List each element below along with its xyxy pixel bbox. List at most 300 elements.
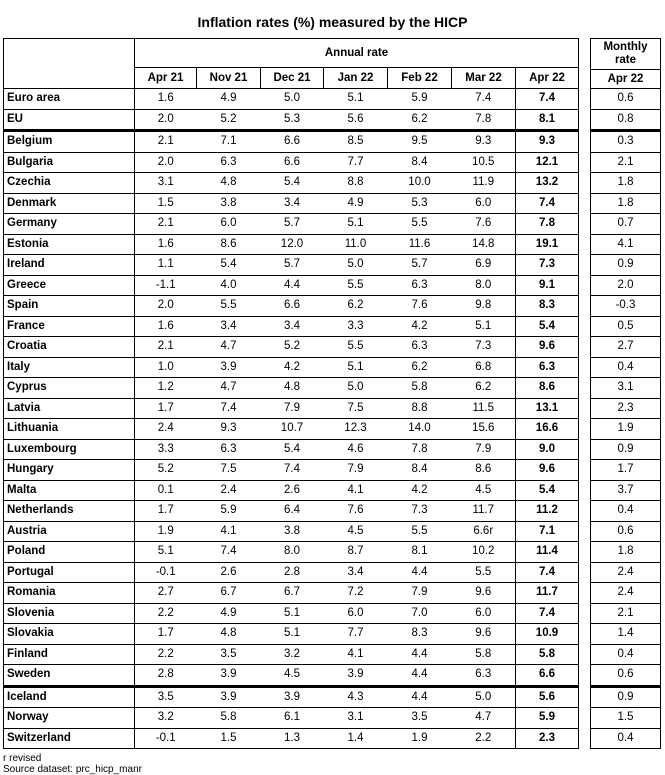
annual-rate-cell: 1.3 — [261, 728, 324, 749]
annual-rate-cell: 2.0 — [135, 296, 197, 317]
annual-rate-cell: 1.7 — [135, 398, 197, 419]
annual-rate-cell: 5.0 — [324, 255, 388, 276]
annual-rate-cell: 6.4 — [261, 501, 324, 522]
annual-rate-cell: 3.9 — [197, 686, 261, 708]
annual-rate-cell: 1.6 — [135, 234, 197, 255]
annual-rate-cell: 5.4 — [261, 173, 324, 194]
monthly-rate-cell: 4.1 — [591, 234, 661, 255]
annual-rate-cell: 6.3 — [197, 152, 261, 173]
annual-rate-cell: 10.0 — [388, 173, 452, 194]
annual-rate-cell: 6.2 — [388, 357, 452, 378]
column-header: Apr 22 — [516, 68, 579, 89]
annual-rate-cell: 5.8 — [388, 378, 452, 399]
annual-rate-cell: 5.5 — [324, 275, 388, 296]
annual-rate-cell: 11.5 — [452, 398, 516, 419]
country-name: Portugal — [4, 562, 135, 583]
country-name: Ireland — [4, 255, 135, 276]
country-name: Bulgaria — [4, 152, 135, 173]
monthly-rate-cell: 2.0 — [591, 275, 661, 296]
annual-rate-cell: 5.2 — [135, 460, 197, 481]
monthly-rate-cell: 0.4 — [591, 501, 661, 522]
monthly-rate-cell: 0.6 — [591, 521, 661, 542]
annual-rate-cell: 5.1 — [324, 89, 388, 110]
latest-annual-rate-cell: 13.2 — [516, 173, 579, 194]
column-header: Nov 21 — [197, 68, 261, 89]
annual-rate-cell: 7.4 — [197, 542, 261, 563]
annual-rate-cell: 2.4 — [135, 419, 197, 440]
annual-rate-cell: 6.0 — [197, 214, 261, 235]
latest-annual-rate-cell: 2.3 — [516, 728, 579, 749]
column-header: Dec 21 — [261, 68, 324, 89]
annual-rate-cell: 4.7 — [197, 378, 261, 399]
annual-rate-cell: 5.0 — [261, 89, 324, 110]
annual-rate-cell: 3.1 — [135, 173, 197, 194]
annual-rate-cell: 6.2 — [324, 296, 388, 317]
table-row — [4, 708, 661, 729]
annual-rate-cell: 2.2 — [135, 644, 197, 665]
table-row — [4, 234, 661, 255]
country-name: Switzerland — [4, 728, 135, 749]
annual-rate-cell: 4.8 — [197, 624, 261, 645]
annual-rate-cell: 4.4 — [388, 644, 452, 665]
monthly-rate-cell: 0.4 — [591, 644, 661, 665]
header-country-cell — [4, 68, 135, 89]
annual-rate-cell: 7.9 — [324, 460, 388, 481]
annual-rate-cell: -0.1 — [135, 728, 197, 749]
annual-rate-cell: 3.8 — [261, 521, 324, 542]
source-note: Source dataset: prc_hicp_manr — [3, 764, 142, 775]
country-name: Hungary — [4, 460, 135, 481]
annual-rate-cell: 4.8 — [197, 173, 261, 194]
annual-rate-cell: 11.9 — [452, 173, 516, 194]
annual-rate-cell: 2.8 — [135, 665, 197, 687]
annual-rate-cell: 1.4 — [324, 728, 388, 749]
annual-rate-cell: 6.3 — [197, 439, 261, 460]
annual-rate-cell: 1.6 — [135, 316, 197, 337]
annual-rate-cell: 5.9 — [388, 89, 452, 110]
table-row — [4, 337, 661, 358]
annual-rate-cell: 4.9 — [197, 89, 261, 110]
annual-rate-cell: 11.6 — [388, 234, 452, 255]
annual-rate-cell: 8.4 — [388, 152, 452, 173]
monthly-rate-cell: 2.4 — [591, 562, 661, 583]
annual-rate-cell: 3.5 — [388, 708, 452, 729]
annual-rate-cell: 6.6r — [452, 521, 516, 542]
annual-rate-cell: 14.0 — [388, 419, 452, 440]
country-name: Sweden — [4, 665, 135, 687]
monthly-rate-cell: 0.3 — [591, 131, 661, 153]
annual-rate-cell: -1.1 — [135, 275, 197, 296]
annual-rate-cell: 7.4 — [452, 89, 516, 110]
annual-rate-cell: 6.7 — [261, 583, 324, 604]
annual-rate-cell: 7.6 — [388, 296, 452, 317]
annual-rate-cell: 3.8 — [197, 193, 261, 214]
monthly-rate-cell: 2.3 — [591, 398, 661, 419]
revised-note: r revised — [3, 753, 42, 764]
annual-rate-cell: 5.1 — [324, 214, 388, 235]
annual-rate-cell: 5.0 — [324, 378, 388, 399]
latest-annual-rate-cell: 16.6 — [516, 419, 579, 440]
annual-rate-cell: 4.4 — [388, 686, 452, 708]
annual-rate-cell: 6.3 — [388, 337, 452, 358]
table-row — [4, 378, 661, 399]
annual-rate-cell: 5.5 — [324, 337, 388, 358]
annual-rate-cell: 2.8 — [261, 562, 324, 583]
country-name: Denmark — [4, 193, 135, 214]
latest-annual-rate-cell: 9.1 — [516, 275, 579, 296]
country-name: Estonia — [4, 234, 135, 255]
country-name: Greece — [4, 275, 135, 296]
annual-rate-cell: 2.6 — [197, 562, 261, 583]
annual-rate-cell: 2.0 — [135, 109, 197, 131]
monthly-rate-cell: 0.9 — [591, 686, 661, 708]
annual-rate-cell: 3.9 — [197, 665, 261, 687]
annual-rate-cell: 5.4 — [261, 439, 324, 460]
annual-rate-cell: 8.8 — [388, 398, 452, 419]
annual-rate-cell: 5.2 — [261, 337, 324, 358]
latest-annual-rate-cell: 7.4 — [516, 193, 579, 214]
annual-rate-cell: 1.5 — [197, 728, 261, 749]
annual-rate-cell: 10.5 — [452, 152, 516, 173]
table-row — [4, 193, 661, 214]
monthly-rate-cell: 1.7 — [591, 460, 661, 481]
annual-rate-cell: 7.7 — [324, 152, 388, 173]
table-row — [4, 152, 661, 173]
column-header: Feb 22 — [388, 68, 452, 89]
annual-rate-cell: 1.2 — [135, 378, 197, 399]
latest-annual-rate-cell: 7.3 — [516, 255, 579, 276]
footnotes — [3, 753, 142, 775]
country-name: Netherlands — [4, 501, 135, 522]
annual-rate-cell: 7.8 — [452, 109, 516, 131]
table-row — [4, 480, 661, 501]
annual-rate-cell: 4.0 — [197, 275, 261, 296]
table-row — [4, 686, 661, 708]
latest-annual-rate-cell: 5.4 — [516, 480, 579, 501]
latest-annual-rate-cell: 12.1 — [516, 152, 579, 173]
annual-rate-cell: 8.0 — [261, 542, 324, 563]
latest-annual-rate-cell: 7.4 — [516, 603, 579, 624]
annual-rate-cell: 5.5 — [452, 562, 516, 583]
annual-rate-cell: 6.3 — [452, 665, 516, 687]
table-row — [4, 89, 661, 110]
monthly-rate-cell: 0.4 — [591, 728, 661, 749]
latest-annual-rate-cell: 7.4 — [516, 89, 579, 110]
annual-rate-cell: 2.2 — [135, 603, 197, 624]
annual-rate-cell: 2.0 — [135, 152, 197, 173]
annual-rate-cell: 1.7 — [135, 624, 197, 645]
monthly-rate-cell: 3.7 — [591, 480, 661, 501]
annual-rate-cell: 4.2 — [388, 316, 452, 337]
annual-rate-cell: 7.6 — [324, 501, 388, 522]
table-row — [4, 109, 661, 131]
annual-rate-cell: 7.1 — [197, 131, 261, 153]
country-name: Belgium — [4, 131, 135, 153]
monthly-rate-cell: 2.1 — [591, 603, 661, 624]
monthly-rate-cell: 1.4 — [591, 624, 661, 645]
annual-rate-cell: 2.2 — [452, 728, 516, 749]
country-name: Iceland — [4, 686, 135, 708]
annual-rate-header: Annual rate — [135, 39, 579, 68]
latest-annual-rate-cell: 11.2 — [516, 501, 579, 522]
annual-rate-cell: 5.1 — [135, 542, 197, 563]
annual-rate-cell: 7.9 — [261, 398, 324, 419]
table-title: Inflation rates (%) measured by the HICP — [197, 14, 468, 30]
annual-rate-cell: 3.4 — [261, 316, 324, 337]
annual-rate-cell: 0.1 — [135, 480, 197, 501]
annual-rate-cell: 7.6 — [452, 214, 516, 235]
annual-rate-cell: 7.2 — [324, 583, 388, 604]
annual-rate-cell: 4.9 — [324, 193, 388, 214]
country-name: Czechia — [4, 173, 135, 194]
monthly-rate-cell: 0.6 — [591, 89, 661, 110]
latest-annual-rate-cell: 6.3 — [516, 357, 579, 378]
annual-rate-cell: 4.5 — [261, 665, 324, 687]
annual-rate-cell: 7.5 — [197, 460, 261, 481]
annual-rate-cell: 4.5 — [324, 521, 388, 542]
annual-rate-cell: 5.1 — [261, 603, 324, 624]
annual-rate-cell: 3.5 — [135, 686, 197, 708]
table-row — [4, 398, 661, 419]
annual-rate-cell: 5.3 — [388, 193, 452, 214]
country-name: Romania — [4, 583, 135, 604]
annual-rate-cell: 7.5 — [324, 398, 388, 419]
annual-rate-cell: 7.9 — [452, 439, 516, 460]
monthly-rate-cell: 0.5 — [591, 316, 661, 337]
annual-rate-cell: 4.9 — [197, 603, 261, 624]
annual-rate-cell: 4.5 — [452, 480, 516, 501]
table-row — [4, 644, 661, 665]
country-name: Italy — [4, 357, 135, 378]
annual-rate-cell: 6.8 — [452, 357, 516, 378]
annual-rate-cell: 5.9 — [197, 501, 261, 522]
annual-rate-cell: 3.3 — [324, 316, 388, 337]
monthly-rate-header-line-2: rate — [614, 54, 637, 66]
annual-rate-cell: 9.8 — [452, 296, 516, 317]
table-row — [4, 439, 661, 460]
country-name: Spain — [4, 296, 135, 317]
latest-annual-rate-cell: 13.1 — [516, 398, 579, 419]
latest-annual-rate-cell: 9.0 — [516, 439, 579, 460]
annual-rate-cell: 6.6 — [261, 152, 324, 173]
annual-rate-cell: 7.4 — [197, 398, 261, 419]
annual-rate-cell: 10.7 — [261, 419, 324, 440]
annual-rate-cell: 6.2 — [452, 378, 516, 399]
latest-annual-rate-cell: 6.6 — [516, 665, 579, 687]
table-row — [4, 603, 661, 624]
annual-rate-cell: 7.9 — [388, 583, 452, 604]
country-name: Euro area — [4, 89, 135, 110]
annual-rate-cell: 8.5 — [324, 131, 388, 153]
annual-rate-cell: 6.0 — [324, 603, 388, 624]
annual-rate-cell: 6.6 — [261, 131, 324, 153]
table-row — [4, 419, 661, 440]
annual-rate-cell: -0.1 — [135, 562, 197, 583]
annual-rate-cell: 3.2 — [261, 644, 324, 665]
annual-rate-cell: 12.0 — [261, 234, 324, 255]
country-name: Finland — [4, 644, 135, 665]
annual-rate-cell: 3.9 — [261, 686, 324, 708]
annual-rate-cell: 8.6 — [197, 234, 261, 255]
annual-rate-cell: 3.4 — [324, 562, 388, 583]
annual-rate-cell: 5.8 — [197, 708, 261, 729]
monthly-rate-cell: 2.1 — [591, 152, 661, 173]
annual-rate-cell: 3.3 — [135, 439, 197, 460]
latest-annual-rate-cell: 8.1 — [516, 109, 579, 131]
annual-rate-cell: 3.4 — [197, 316, 261, 337]
monthly-rate-cell: 2.4 — [591, 583, 661, 604]
latest-annual-rate-cell: 8.6 — [516, 378, 579, 399]
country-name: Luxembourg — [4, 439, 135, 460]
monthly-rate-cell: 3.1 — [591, 378, 661, 399]
annual-rate-cell: 1.0 — [135, 357, 197, 378]
monthly-rate-cell: 0.9 — [591, 255, 661, 276]
latest-annual-rate-cell: 5.8 — [516, 644, 579, 665]
latest-annual-rate-cell: 5.6 — [516, 686, 579, 708]
annual-rate-cell: 8.7 — [324, 542, 388, 563]
latest-annual-rate-cell: 11.7 — [516, 583, 579, 604]
annual-rate-cell: 5.1 — [324, 357, 388, 378]
annual-rate-cell: 5.7 — [388, 255, 452, 276]
annual-rate-cell: 4.2 — [261, 357, 324, 378]
monthly-rate-cell: 1.8 — [591, 173, 661, 194]
annual-rate-cell: 9.5 — [388, 131, 452, 153]
header-corner — [4, 39, 135, 68]
annual-rate-cell: 6.2 — [388, 109, 452, 131]
latest-annual-rate-cell: 11.4 — [516, 542, 579, 563]
latest-annual-rate-cell: 5.4 — [516, 316, 579, 337]
column-header: Apr 21 — [135, 68, 197, 89]
latest-annual-rate-cell: 8.3 — [516, 296, 579, 317]
annual-rate-cell: 9.3 — [197, 419, 261, 440]
annual-rate-cell: 2.6 — [261, 480, 324, 501]
annual-rate-cell: 3.1 — [324, 708, 388, 729]
latest-annual-rate-cell: 19.1 — [516, 234, 579, 255]
monthly-rate-cell: 0.8 — [591, 109, 661, 131]
annual-rate-cell: 2.4 — [197, 480, 261, 501]
annual-rate-cell: 6.6 — [261, 296, 324, 317]
annual-rate-cell: 5.1 — [261, 624, 324, 645]
latest-annual-rate-cell: 9.3 — [516, 131, 579, 153]
annual-rate-cell: 6.0 — [452, 603, 516, 624]
annual-rate-cell: 3.5 — [197, 644, 261, 665]
annual-rate-cell: 4.6 — [324, 439, 388, 460]
annual-rate-cell: 5.4 — [197, 255, 261, 276]
table-row — [4, 542, 661, 563]
country-name: Lithuania — [4, 419, 135, 440]
annual-rate-cell: 4.4 — [388, 562, 452, 583]
latest-annual-rate-cell: 7.8 — [516, 214, 579, 235]
monthly-rate-cell: -0.3 — [591, 296, 661, 317]
annual-rate-cell: 2.1 — [135, 337, 197, 358]
annual-rate-cell: 5.6 — [324, 109, 388, 131]
table-row — [4, 521, 661, 542]
country-name: Germany — [4, 214, 135, 235]
annual-rate-cell: 1.7 — [135, 501, 197, 522]
annual-rate-cell: 7.4 — [261, 460, 324, 481]
annual-rate-cell: 8.6 — [452, 460, 516, 481]
annual-rate-cell: 1.6 — [135, 89, 197, 110]
annual-rate-cell: 10.2 — [452, 542, 516, 563]
table-row — [4, 275, 661, 296]
annual-rate-cell: 2.1 — [135, 131, 197, 153]
annual-rate-cell: 5.5 — [388, 214, 452, 235]
country-name: Slovenia — [4, 603, 135, 624]
annual-rate-cell: 4.4 — [261, 275, 324, 296]
monthly-rate-cell: 0.6 — [591, 665, 661, 687]
annual-rate-cell: 11.7 — [452, 501, 516, 522]
annual-rate-cell: 14.8 — [452, 234, 516, 255]
annual-rate-cell: 4.7 — [452, 708, 516, 729]
annual-rate-cell: 7.7 — [324, 624, 388, 645]
annual-rate-cell: 5.0 — [452, 686, 516, 708]
annual-rate-cell: 1.9 — [388, 728, 452, 749]
annual-rate-cell: 6.9 — [452, 255, 516, 276]
annual-rate-cell: 1.5 — [135, 193, 197, 214]
annual-rate-cell: 5.8 — [452, 644, 516, 665]
table-row — [4, 255, 661, 276]
table-row — [4, 583, 661, 604]
latest-annual-rate-cell: 7.1 — [516, 521, 579, 542]
annual-rate-cell: 3.9 — [324, 665, 388, 687]
annual-rate-cell: 7.3 — [452, 337, 516, 358]
country-name: Cyprus — [4, 378, 135, 399]
annual-rate-cell: 6.3 — [388, 275, 452, 296]
annual-rate-cell: 5.1 — [452, 316, 516, 337]
annual-rate-cell: 5.3 — [261, 109, 324, 131]
annual-rate-cell: 9.6 — [452, 624, 516, 645]
annual-rate-cell: 9.6 — [452, 583, 516, 604]
annual-rate-cell: 15.6 — [452, 419, 516, 440]
monthly-rate-header-line-1: Monthly — [603, 41, 648, 53]
annual-rate-cell: 6.7 — [197, 583, 261, 604]
latest-annual-rate-cell: 5.9 — [516, 708, 579, 729]
annual-rate-cell: 4.2 — [388, 480, 452, 501]
annual-rate-cell: 4.1 — [324, 644, 388, 665]
annual-rate-cell: 8.3 — [388, 624, 452, 645]
annual-rate-cell: 8.1 — [388, 542, 452, 563]
annual-rate-cell: 2.7 — [135, 583, 197, 604]
annual-rate-cell: 12.3 — [324, 419, 388, 440]
country-name: France — [4, 316, 135, 337]
annual-rate-cell: 9.3 — [452, 131, 516, 153]
annual-rate-cell: 8.8 — [324, 173, 388, 194]
monthly-rate-cell: 0.9 — [591, 439, 661, 460]
country-name: Poland — [4, 542, 135, 563]
latest-annual-rate-cell: 9.6 — [516, 460, 579, 481]
country-name: Malta — [4, 480, 135, 501]
annual-rate-cell: 4.8 — [261, 378, 324, 399]
table-row — [4, 562, 661, 583]
monthly-rate-cell: 1.5 — [591, 708, 661, 729]
annual-rate-cell: 5.7 — [261, 214, 324, 235]
table-row — [4, 624, 661, 645]
annual-rate-cell: 7.3 — [388, 501, 452, 522]
monthly-rate-cell: 0.7 — [591, 214, 661, 235]
country-name: Austria — [4, 521, 135, 542]
annual-rate-cell: 6.0 — [452, 193, 516, 214]
annual-rate-cell: 3.4 — [261, 193, 324, 214]
table-row — [4, 131, 661, 153]
table-row — [4, 357, 661, 378]
latest-annual-rate-cell: 10.9 — [516, 624, 579, 645]
annual-rate-cell: 4.3 — [324, 686, 388, 708]
annual-rate-cell: 5.2 — [197, 109, 261, 131]
annual-rate-cell: 11.0 — [324, 234, 388, 255]
column-header: Mar 22 — [452, 68, 516, 89]
monthly-rate-cell: 1.8 — [591, 542, 661, 563]
annual-rate-cell: 4.7 — [197, 337, 261, 358]
